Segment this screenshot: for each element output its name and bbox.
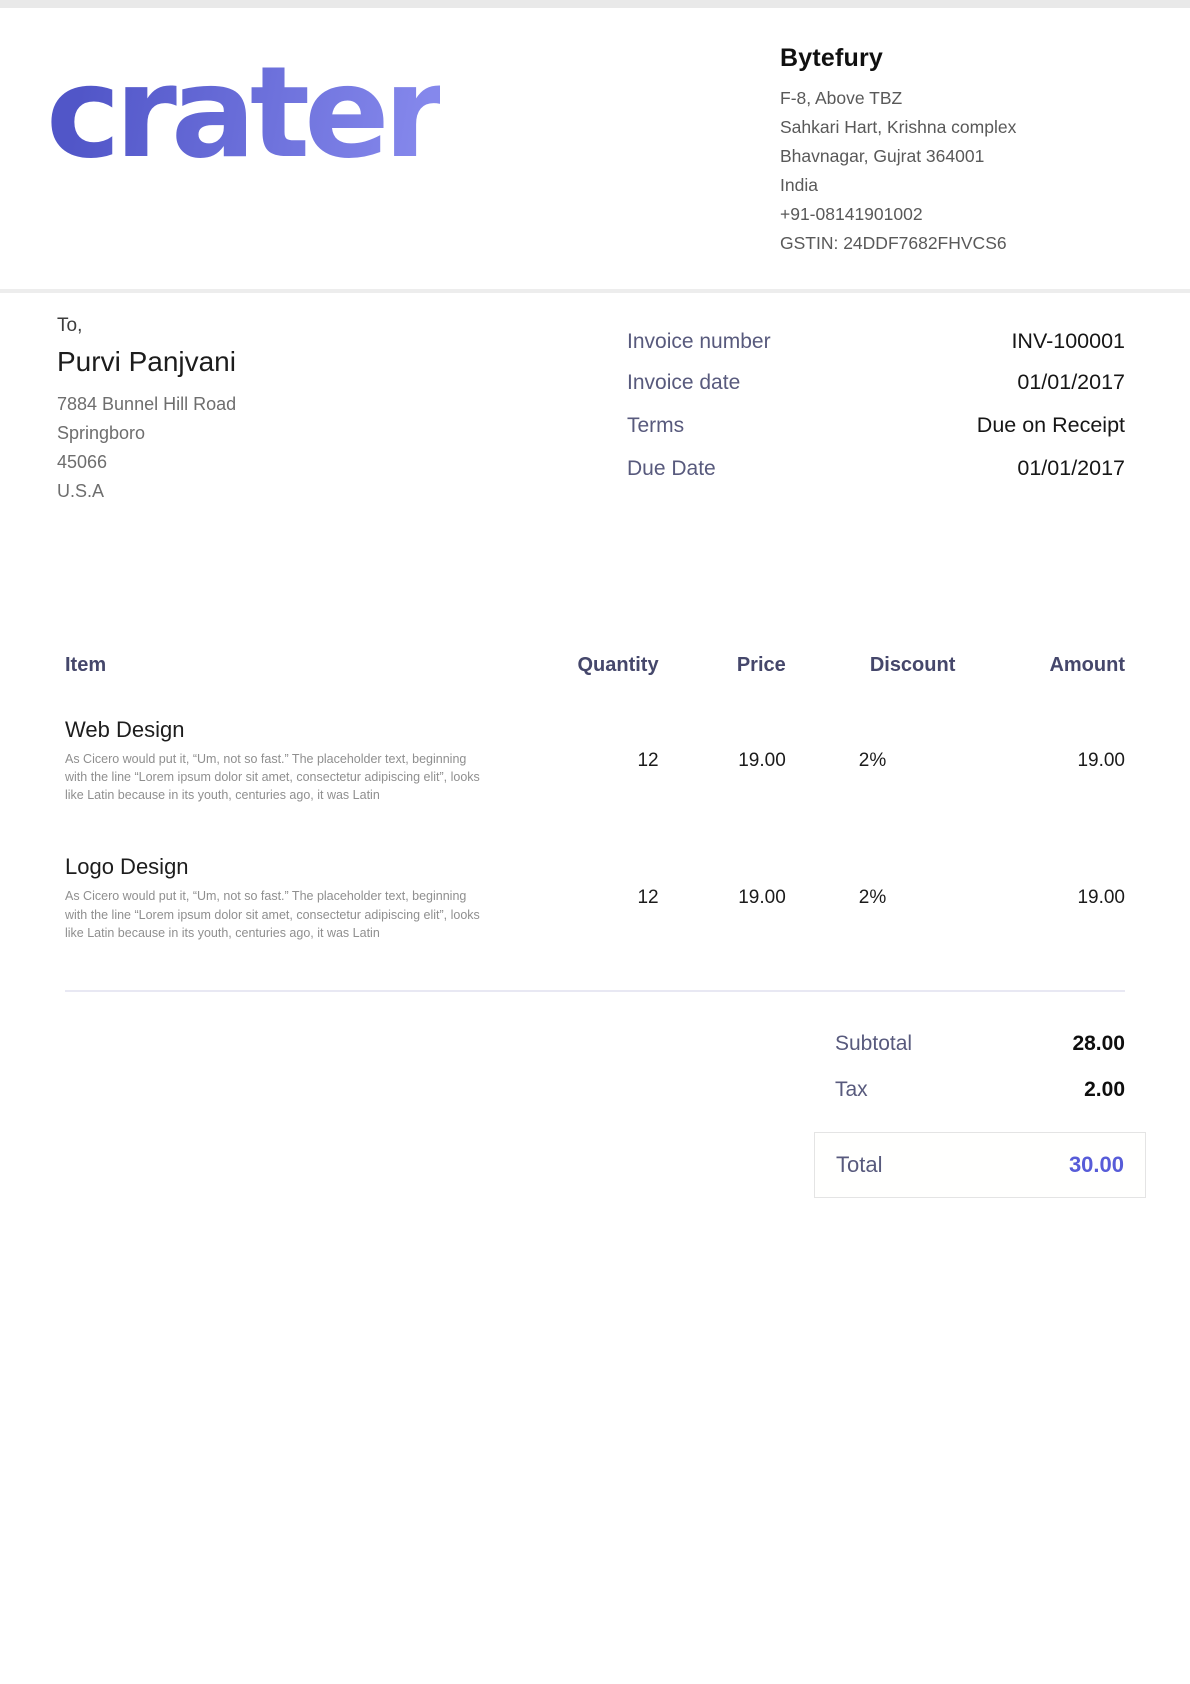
bill-to-label: To, <box>57 315 83 336</box>
tax-value: 2.00 <box>1084 1077 1125 1101</box>
invoice-date-value: 01/01/2017 <box>1017 370 1125 394</box>
company-phone: +91-08141901002 <box>780 204 923 224</box>
company-name: Bytefury <box>780 44 884 72</box>
item-cell <box>65 691 531 828</box>
items-table <box>65 654 1125 966</box>
item-price: 19.00 <box>738 887 786 909</box>
item-quantity: 12 <box>637 749 659 771</box>
col-header-price: Price <box>736 654 786 676</box>
company-address-line: Bhavnagar, Gujrat 364001 <box>780 146 985 166</box>
due-date-value: 01/01/2017 <box>1017 456 1125 480</box>
client-address <box>57 390 236 506</box>
crater-logo: crater <box>46 39 440 186</box>
parties-section <box>0 293 1190 506</box>
item-amount: 19.00 <box>1077 887 1125 909</box>
client-address-line: Springboro <box>57 423 146 443</box>
client-address-line: 45066 <box>57 452 108 472</box>
grand-total-box <box>814 1132 1146 1198</box>
col-header-discount: Discount <box>869 654 956 676</box>
client-name: Purvi Panjvani <box>57 346 236 377</box>
invoice-number-label: Invoice number <box>627 330 771 353</box>
bill-to-block <box>57 315 236 506</box>
terms-value: Due on Receipt <box>976 413 1125 437</box>
tax-label: Tax <box>835 1077 868 1101</box>
invoice-header <box>0 8 1190 293</box>
item-description: As Cicero would put it, “Um, not so fast.” The placeholder text, beginning with the line “Lorem ipsum dolor sit amet, consectetur adipiscing elit”, looks like Latin because in its youth, centuries ago, it was Latin <box>65 889 480 940</box>
item-name: Web Design <box>65 717 185 742</box>
item-quantity: 12 <box>637 887 659 909</box>
client-address-line: 7884 Bunnel Hill Road <box>57 394 237 414</box>
subtotal-value: 28.00 <box>1072 1031 1125 1055</box>
company-gstin: GSTIN: 24DDF7682FHVCS6 <box>780 233 1007 253</box>
subtotal-row <box>814 1032 1146 1056</box>
due-date-label: Due Date <box>627 457 716 480</box>
due-date-row <box>627 456 1125 481</box>
invoice-number-row <box>627 329 1125 354</box>
invoice-date-row <box>627 370 1125 395</box>
item-description: As Cicero would put it, “Um, not so fast.” The placeholder text, beginning with the line “Lorem ipsum dolor sit amet, consectetur adipiscing elit”, looks like Latin because in its youth, centuries ago, it was Latin <box>65 752 480 803</box>
invoice-number-value: INV-100001 <box>1011 329 1125 353</box>
items-section <box>65 654 1125 992</box>
table-row <box>65 691 1125 828</box>
grand-total-label: Total <box>836 1151 883 1177</box>
item-name: Logo Design <box>65 854 189 880</box>
company-address-line: Sahkari Hart, Krishna complex <box>780 117 1017 137</box>
item-discount: 2% <box>858 749 887 771</box>
company-address <box>780 84 1125 258</box>
totals-section <box>814 1032 1146 1198</box>
client-address-line: U.S.A <box>57 481 105 501</box>
items-bottom-divider <box>65 990 1125 992</box>
company-address-line: F-8, Above TBZ <box>780 88 903 108</box>
company-address-line: India <box>780 175 818 195</box>
tax-row <box>814 1078 1146 1102</box>
terms-row <box>627 413 1125 438</box>
item-discount: 2% <box>858 887 887 909</box>
item-price: 19.00 <box>738 749 786 771</box>
item-amount: 19.00 <box>1077 749 1125 771</box>
grand-total-value: 30.00 <box>1068 1151 1124 1177</box>
items-header-row <box>65 654 1125 691</box>
company-info <box>780 8 1125 258</box>
table-row <box>65 828 1125 965</box>
col-header-amount: Amount <box>1049 654 1125 676</box>
col-header-item: Item <box>65 654 107 676</box>
col-header-quantity: Quantity <box>577 654 659 676</box>
invoice-meta-block <box>627 329 1125 506</box>
invoice-date-label: Invoice date <box>627 371 741 394</box>
page-top-strip <box>0 0 1190 8</box>
item-cell <box>65 828 531 965</box>
terms-label: Terms <box>627 414 685 437</box>
subtotal-label: Subtotal <box>835 1031 913 1055</box>
